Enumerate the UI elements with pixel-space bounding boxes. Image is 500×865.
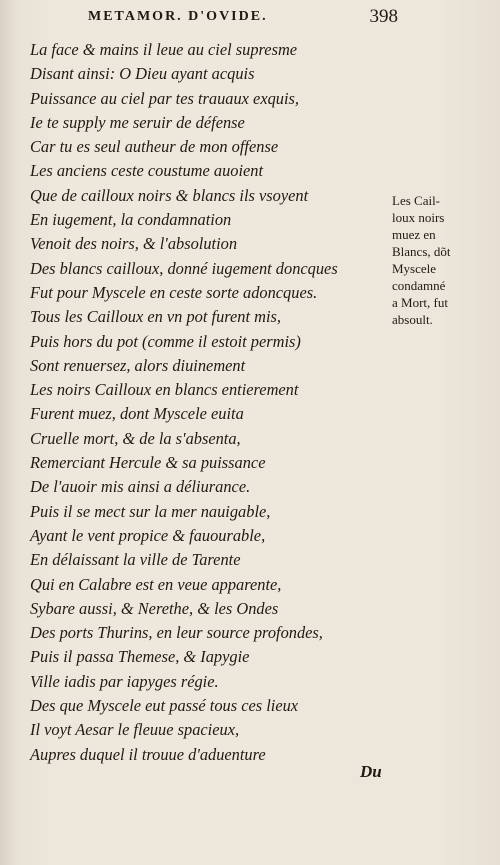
verse-line: Venoit des noirs, & l'absolution [30, 234, 238, 254]
verse-line: En iugement, la condamnation [30, 210, 232, 230]
margin-note-line: a Mort, fut [392, 295, 448, 310]
margin-note-line: Blancs, dõt [392, 244, 451, 259]
verse-line: Ayant le vent propice & fauourable, [30, 525, 266, 545]
verse-line: Que de cailloux noirs & blancs ils vsoyent [30, 185, 309, 205]
verse-line: Qui en Calabre est en veue apparente, [30, 574, 282, 594]
verse-line: Ie te supply me seruir de défense [30, 112, 245, 132]
verse-line: Les anciens ceste coustume auoient [30, 161, 264, 181]
verse-line: Tous les Cailloux en vn pot furent mis, [30, 307, 282, 327]
verse-line: Les noirs Cailloux en blancs entierement [30, 380, 299, 400]
verse-line: Puis hors du pot (comme il estoit permis) [30, 331, 301, 351]
verse-line: Sybare aussi, & Nerethe, & les Ondes [30, 598, 279, 618]
verse-line: Des ports Thurins, en leur source profondes, [30, 623, 323, 643]
verse-line: De l'auoir mis ainsi a déliurance. [30, 477, 251, 497]
verse-line: Cruelle mort, & de la s'absenta, [30, 428, 241, 448]
verse-line: En délaissant la ville de Tarente [30, 550, 241, 570]
margin-note-line: absoult. [392, 312, 433, 327]
verse-line: Puis il se mect sur la mer nauigable, [30, 501, 271, 521]
verse-line: Des blancs cailloux, donné iugement doncques [30, 258, 338, 278]
verse-line: Aupres duquel il trouue d'aduenture [30, 744, 266, 764]
verse-line: La face & mains il leue au ciel supresme [30, 40, 298, 59]
margin-note-line: muez en [392, 227, 436, 242]
margin-note [392, 192, 482, 328]
page-header [88, 6, 398, 28]
verse-line: Remerciant Hercule & sa puissance [30, 453, 266, 473]
margin-note-line: Les Cail- [392, 193, 441, 208]
margin-note-line: loux noirs [392, 210, 445, 225]
verse-line: Il voyt Aesar le fleuue spacieux, [30, 720, 240, 740]
verse-line: Puissance au ciel par tes trauaux exquis, [30, 88, 300, 108]
verse-line: Disant ainsi: O Dieu ayant acquis [30, 64, 255, 84]
verse-block [30, 38, 390, 767]
verse-line: Ville iadis par iapyges régie. [30, 671, 219, 691]
verse-line: Des que Myscele eut passé tous ces lieux [30, 696, 299, 716]
verse-line: Furent muez, dont Myscele euita [30, 404, 244, 424]
verse-line: Puis il passa Themese, & Iapygie [30, 647, 250, 667]
page-number: 398 [369, 6, 398, 27]
margin-note-line: Myscele [392, 261, 437, 276]
verse-line: Sont renuersez, alors diuinement [30, 355, 246, 375]
verse-line: Fut pour Myscele en ceste sorte adoncques. [30, 282, 318, 302]
margin-note-line: condamné [392, 278, 446, 293]
running-title: METAMOR. D'OVIDE. [88, 9, 268, 24]
catchword: Du [360, 762, 382, 781]
verse-line: Car tu es seul autheur de mon offense [30, 137, 279, 157]
